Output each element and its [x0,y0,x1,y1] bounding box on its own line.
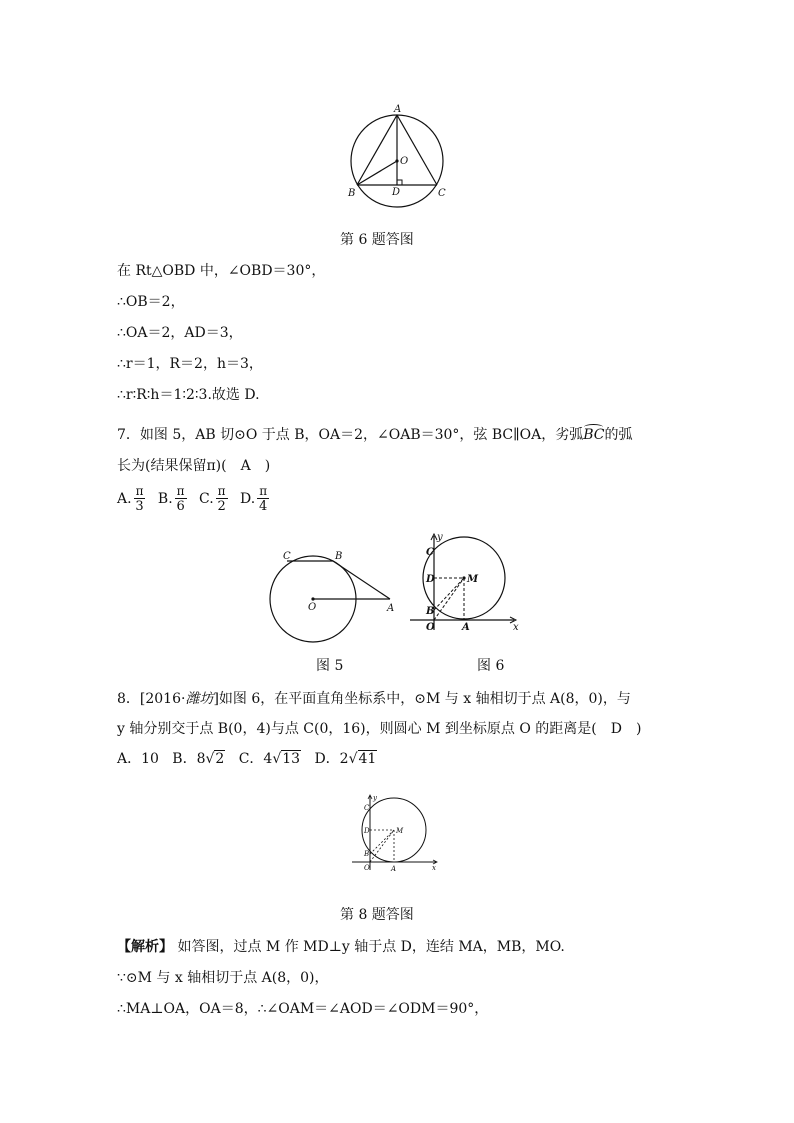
option-c: C．4√13 [238,751,301,767]
option-c: C. $\frac{\pi}{2}$ [199,484,226,514]
question-8-line-2: y 轴分别交于点 B(0，4)与点 C(0，16)，则圆心 M 到坐标原点 O 的距离是( D ) [117,721,642,737]
question-8-options [117,748,377,768]
label-c: C [426,547,434,558]
figure-q6-caption: 第 6 题答图 [340,232,414,248]
figure-5-caption: 图 5 [316,658,344,674]
option-a: A．10 [117,751,159,767]
label-a: A [391,865,397,873]
option-b: B. $\frac{\pi}{6}$ [157,484,185,514]
arc-mark-icon [584,424,603,430]
question-7-text-end: 的弧 [604,427,633,443]
label-c: C [438,188,446,199]
analysis-line-1 [117,936,565,956]
label-o: O [400,156,409,167]
question-8-prefix: 8．[2016· [117,691,186,707]
tangent-ab [333,561,390,599]
center-dot [311,597,314,600]
label-m: M [396,827,404,835]
figure-5 [262,548,402,648]
solution-line: ∴r＝1，R＝2，h＝3， [117,356,263,372]
label-y: y [437,532,443,543]
segment-om [434,578,464,620]
option-d: D. $\frac{\pi}{4}$ [240,484,268,514]
analysis-line-2: ∵⊙M 与 x 轴相切于点 A(8，0)， [117,970,329,986]
question-8-source: 潍坊 [185,691,214,707]
question-7-line-1 [117,424,632,444]
label-b: B [348,188,356,199]
analysis-text: 如答图，过点 M 作 MD⊥y 轴于点 D，连结 MA，MB，MO. [177,939,565,955]
question-8-text: ]如图 6，在平面直角坐标系中，⊙M 与 x 轴相切于点 A(8，0)，与 [213,691,631,707]
label-y: y [373,794,377,802]
center-dot [395,159,398,162]
option-d: D．2√41 [314,751,377,767]
label-c: C [364,804,370,812]
label-b: B [335,551,343,562]
solution-line: 在 Rt△OBD 中，∠OBD＝30°， [117,263,326,279]
figure-q8 [350,792,440,874]
solution-line: ∴r∶R∶h＝1∶2∶3.故选 D. [117,387,260,403]
question-7-text: 7．如图 5，AB 切⊙O 于点 B，OA＝2，∠OAB＝30°，弦 BC∥OA，劣弧 [117,427,584,443]
label-d: D [364,827,370,835]
figure-6-caption: 图 6 [477,658,505,674]
center-dot [462,576,465,579]
question-8-line-1 [117,688,631,708]
question-7-line-2: 长为(结果保留π)( A ) [117,458,271,474]
label-a: A [387,603,395,614]
right-angle-mark [397,180,402,185]
figure-q6 [340,102,460,212]
segment-bo [357,161,397,185]
question-7-options [117,484,277,514]
segment-bm [370,830,394,854]
solution-line: ∴OA＝2，AD＝3， [117,325,243,341]
figure-q8-caption: 第 8 题答图 [340,907,414,923]
segment-bm [434,578,464,610]
option-b: B．8√2 [172,751,225,767]
analysis-tag: 【解析】 [117,939,173,955]
label-x: x [432,864,436,872]
label-a: A [394,104,402,115]
option-a: A. $\frac{\pi}{3}$ [117,484,144,514]
label-d: D [392,187,401,198]
label-o: O [426,622,435,633]
label-c: C [283,551,291,562]
label-o: O [364,864,370,872]
label-o: O [308,602,317,613]
arc-label: BC [583,427,604,443]
label-b: B [364,850,370,858]
segment-om [370,830,394,862]
label-b: B [426,606,435,617]
label-x: x [513,622,519,633]
label-a: A [462,622,470,633]
segment-ac [397,115,437,185]
figure-6 [406,530,526,640]
segment-ab [357,115,397,185]
analysis-line-3: ∴MA⊥OA，OA＝8，∴∠OAM＝∠AOD＝∠ODM＝90°， [117,1001,489,1017]
label-m: M [467,574,479,585]
label-d: D [426,574,435,585]
solution-line: ∴OB＝2， [117,294,185,310]
